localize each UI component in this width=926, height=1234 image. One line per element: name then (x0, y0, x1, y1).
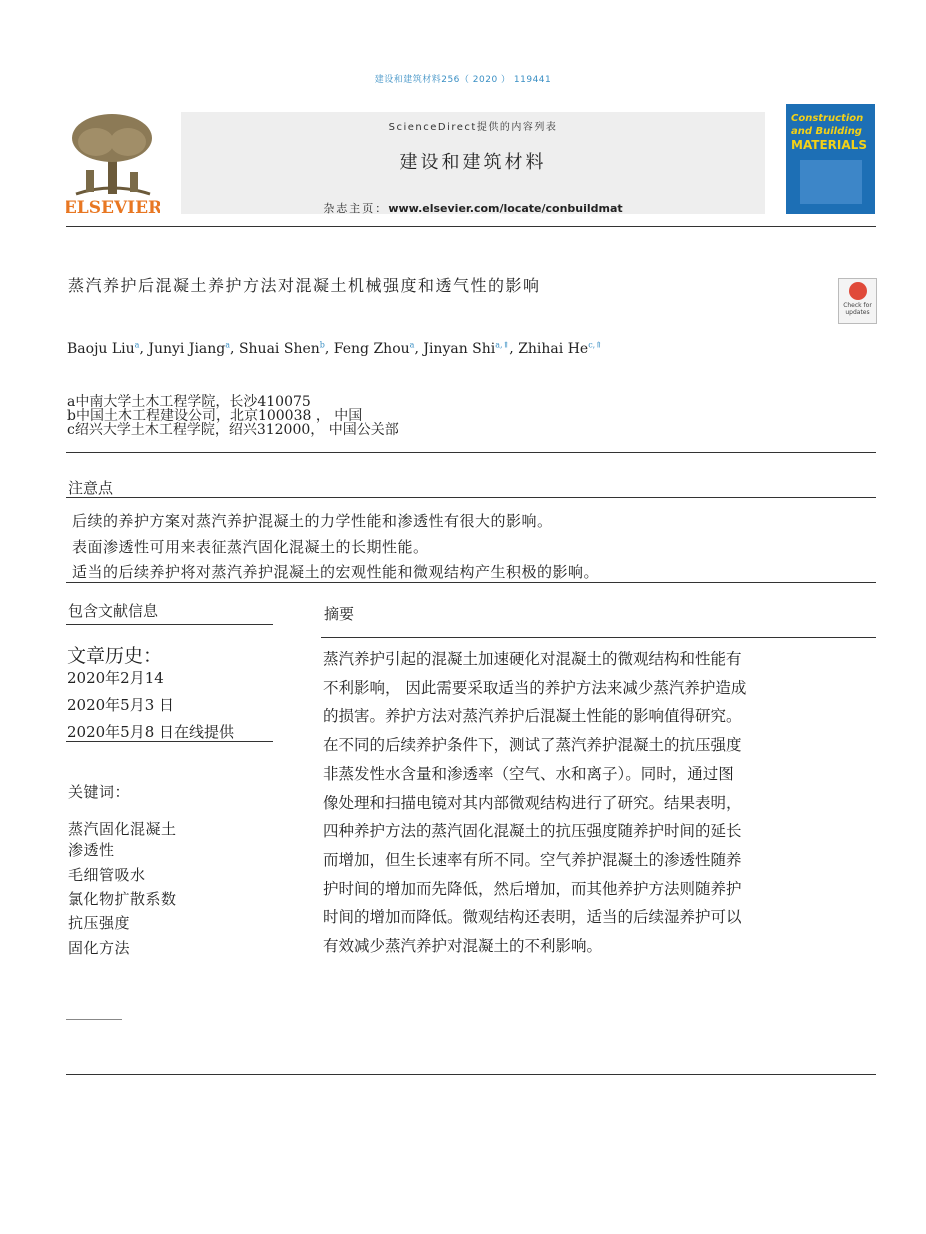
journal-citation[interactable]: 建设和建筑材料256（ 2020 ） 119441 (374, 75, 552, 85)
keyword[interactable]: 毛细管吸水 (68, 866, 146, 884)
divider (66, 582, 876, 583)
highlights-heading: 注意点 (68, 479, 114, 497)
divider (66, 452, 876, 453)
abstract-line: 时间的增加而降低。微观结构还表明，适当的后续湿养护可以 (323, 908, 742, 927)
elsevier-logo[interactable] (66, 112, 160, 216)
article-history-heading: 文章历史： (67, 645, 163, 667)
keyword[interactable]: 抗压强度 (68, 914, 131, 932)
author[interactable]: Zhihai $He^{c,⇑}$ (518, 340, 602, 357)
abstract-line: 蒸汽养护引起的混凝土加速硬化对混凝土的微观结构和性能有 (323, 650, 742, 668)
cover-graphic (800, 160, 862, 204)
affiliation: a中南大学土木工程学院，长沙410075 (67, 394, 311, 410)
elsevier-tree-icon (66, 112, 160, 216)
check-for-updates-button[interactable]: Check for updates (838, 278, 877, 324)
footer-divider (66, 1074, 876, 1075)
journal-homepage (181, 200, 765, 216)
homepage-link[interactable]: www.elsevier.com/locate/conbuildmat (388, 202, 623, 215)
author[interactable]: Feng Zhou$^a$ (333, 340, 415, 357)
elsevier-wordmark: ELSEVIER (66, 198, 160, 216)
homepage-label: 杂志主页： (323, 202, 389, 215)
abstract-heading: 摘要 (324, 605, 355, 623)
author[interactable]: Jinyan Shi$^{a,⇑}$ (423, 340, 510, 357)
cover-subtitle: MATERIALS (791, 138, 867, 152)
article-title: 蒸汽养护后混凝土养护方法对混凝土机械强度和透气性的影响 (68, 276, 541, 295)
highlight-item: 适当的后续养护将对蒸汽养护混凝土的宏观性能和微观结构产生积极的影响。 (72, 563, 600, 581)
abstract-line: 护时间的增加而先降低，然后增加，而其他养护方法则随养护 (323, 879, 742, 898)
header-divider (66, 226, 876, 227)
author[interactable]: Baoju Liu$^a$ (67, 340, 140, 357)
keyword[interactable]: 渗透性 (68, 841, 115, 859)
keywords-heading: 关键词： (68, 783, 131, 801)
abstract-line: 在不同的后续养护条件下，测试了蒸汽养护混凝土的抗压强度 (323, 736, 742, 755)
keyword[interactable]: 固化方法 (68, 939, 131, 957)
abstract-line: 有效减少蒸汽养护对混凝土的不利影响。 (323, 937, 603, 956)
bookmark-icon (849, 282, 867, 300)
affiliation: b中国土木工程建设公司，北京100038 ， 中国 (67, 408, 363, 424)
abstract-line: 四种养护方法的蒸汽固化混凝土的抗压强度随养护时间的延长 (323, 822, 742, 841)
divider (66, 497, 876, 498)
abstract-line: 的损害。养护方法对蒸汽养护后混凝土性能的影响值得研究。 (323, 707, 742, 726)
keyword[interactable]: 氯化物扩散系数 (68, 890, 177, 908)
journal-title: 建设和建筑材料 (399, 152, 547, 173)
article-info-heading: 包含文献信息 (68, 602, 159, 620)
abstract-line: 不利影响， 因此需要采取适当的养护方法来减少蒸汽养护造成 (323, 678, 747, 697)
contents-list-line: ScienceDirect提供的内容列表 (388, 122, 558, 133)
affiliation: c绍兴大学土木工程学院，绍兴312000， 中国公关部 (67, 422, 399, 438)
keyword[interactable]: 蒸汽固化混凝土 (68, 820, 177, 838)
abstract-line: 而增加，但生长速率有所不同。空气养护混凝土的渗透性随养 (323, 850, 742, 869)
divider (66, 624, 273, 625)
divider (66, 741, 273, 742)
cover-title: Construction and Building (791, 113, 864, 137)
abstract-body (323, 645, 868, 961)
journal-cover[interactable] (786, 104, 875, 214)
author[interactable]: Shuai Shen$^b$ (238, 340, 325, 357)
received-date: 2020年2月14 (67, 669, 164, 687)
author[interactable]: Junyi Jiang$^a$ (148, 340, 231, 357)
abstract-line: 非蒸发性水含量和渗透率（空气、水和离子）。同时，通过图 (323, 764, 734, 783)
online-date: 2020年5月8 日在线提供 (67, 723, 235, 741)
divider (321, 637, 876, 638)
highlight-item: 表面渗透性可用来表征蒸汽固化混凝土的长期性能。 (72, 538, 429, 556)
revised-date: 2020年5月3 日 (67, 696, 175, 714)
author-list: Baoju Liu$^a$, Junyi Jiang$^a$, Shuai Shen$^b$, Feng Zhou$^a$, Jinyan Shi$^{a,⇑}$, Zhihai $He^{c,⇑}$ (67, 340, 602, 357)
footnote-divider (66, 1019, 122, 1020)
journal-banner (181, 112, 765, 214)
abstract-line: 像处理和扫描电镜对其内部微观结构进行了研究。结果表明， (323, 793, 742, 812)
highlight-item: 后续的养护方案对蒸汽养护混凝土的力学性能和渗透性有很大的影响。 (72, 512, 553, 530)
